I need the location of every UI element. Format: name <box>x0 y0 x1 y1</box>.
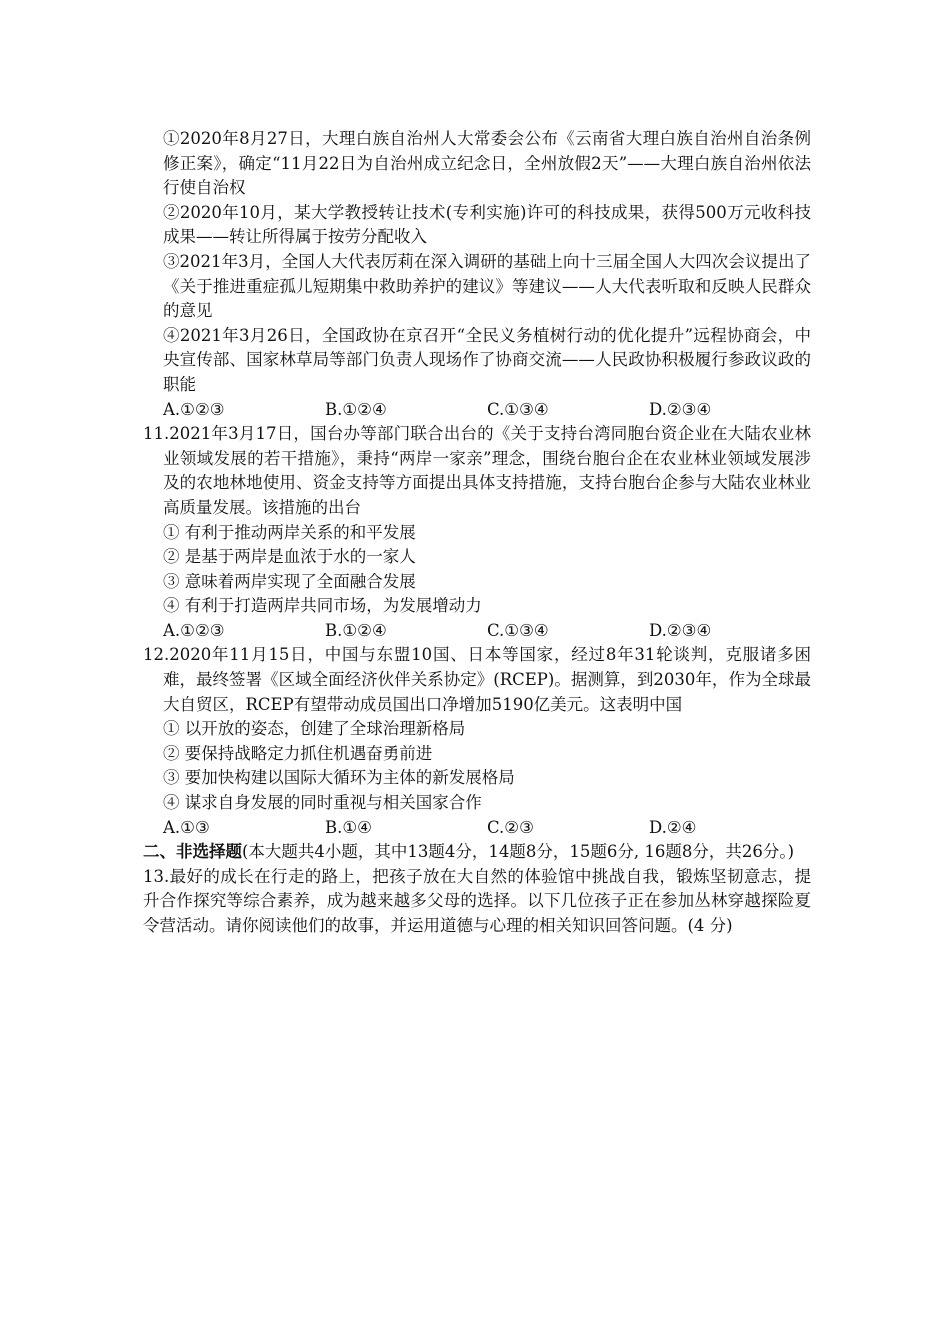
q13-stem: 13.最好的成长在行走的路上，把孩子放在大自然的体验馆中挑战自我，锻炼坚韧意志，提升合作探究等综合素养，成为越来越多父母的选择。以下几位孩子正在参加丛林穿越探险夏令营活动。请你阅读他们的故事，并运用道德与心理的相关知识回答问题。(4 分) <box>143 866 811 935</box>
q11-options <box>143 619 811 644</box>
q11-option-d: D.②③④ <box>649 620 712 640</box>
q10-item-1: ①2020年8月27日，大理白族自治州人大常委会公布《云南省大理白族自治州自治条例修正案》，确定“11月22日为自治州成立纪念日，全州放假2天”——大理白族自治州依法行使自治权 <box>163 129 811 198</box>
q12-option-a: A.①③ <box>163 817 210 837</box>
q12-item-2: ② 要保持战略定力抓住机遇奋勇前进 <box>163 743 433 763</box>
q10-item-3: ③2021年3月，全国人大代表厉莉在深入调研的基础上向十三届全国人大四次会议提出了《关于推进重症孤儿短期集中救助养护的建议》等建议——人大代表听取和反映人民群众的意见 <box>163 251 811 321</box>
q10-option-c: C.①③④ <box>487 399 549 419</box>
q11-option-c: C.①③④ <box>487 620 549 640</box>
section2-heading: 二、非选择题 <box>143 842 242 862</box>
q10-item-4: ④2021年3月26日，全国政协在京召开“全民义务植树行动的优化提升”远程协商会，中央宣传部、国家林草局等部门负责人现场作了协商交流——人民政协积极履行参政议政的职能 <box>163 325 811 394</box>
q11-option-a: A.①②③ <box>163 620 225 640</box>
q11-item-2: ② 是基于两岸是血浓于水的一家人 <box>163 547 416 567</box>
q12-stem: 12.2020年11月15日，中国与东盟10国、日本等国家，经过8年31轮谈判，克服诸多困难，最终签署《区域全面经济伙伴关系协定》(RCEP)。据测算，到2030年，作为全球最大自贸区，RCEP有望带动成员国出口净增加5190亿美元。这表明中国 <box>143 645 811 714</box>
q12-item-1: ① 以开放的姿态，创建了全球治理新格局 <box>163 719 466 739</box>
exam-page <box>143 127 811 939</box>
section2-header <box>143 840 811 865</box>
q11-option-b: B.①②④ <box>325 620 387 640</box>
q10-option-d: D.②③④ <box>649 399 712 419</box>
q12-option-d: D.②④ <box>649 817 697 837</box>
q11-item-4: ④ 有利于打造两岸共同市场，为发展增动力 <box>163 596 482 616</box>
q11-item-3: ③ 意味着两岸实现了全面融合发展 <box>163 571 416 591</box>
q12-item-4: ④ 谋求自身发展的同时重视与相关国家合作 <box>163 793 482 813</box>
q12-options <box>143 816 811 841</box>
q10-option-b: B.①②④ <box>325 399 387 419</box>
q12-option-c: C.②③ <box>487 817 534 837</box>
q10-options <box>143 398 811 423</box>
q12-option-b: B.①④ <box>325 817 372 837</box>
section2-note: (本大题共4小题，其中13题4分，14题8分，15题6分, 16题8分，共26分。) <box>242 842 795 862</box>
q10-item-2: ②2020年10月，某大学教授转让技术(专利实施)许可的科技成果，获得500万元收科技成果——转让所得属于按劳分配收入 <box>163 202 811 247</box>
q12-item-3: ③ 要加快构建以国际大循环为主体的新发展格局 <box>163 768 515 788</box>
q10-option-a: A.①②③ <box>163 399 225 419</box>
q11-stem: 11.2021年3月17日，国台办等部门联合出台的《关于支持台湾同胞台资企业在大陆农业林业领域发展的若干措施》，秉持“两岸一家亲”理念，围绕台胞台企在农业林业领域发展涉及的农地林地使用、资金支持等方面提出具体支持措施，支持台胞台企参与大陆农业林业高质量发展。该措施的出台 <box>143 424 811 517</box>
q11-item-1: ① 有利于推动两岸关系的和平发展 <box>163 522 416 542</box>
